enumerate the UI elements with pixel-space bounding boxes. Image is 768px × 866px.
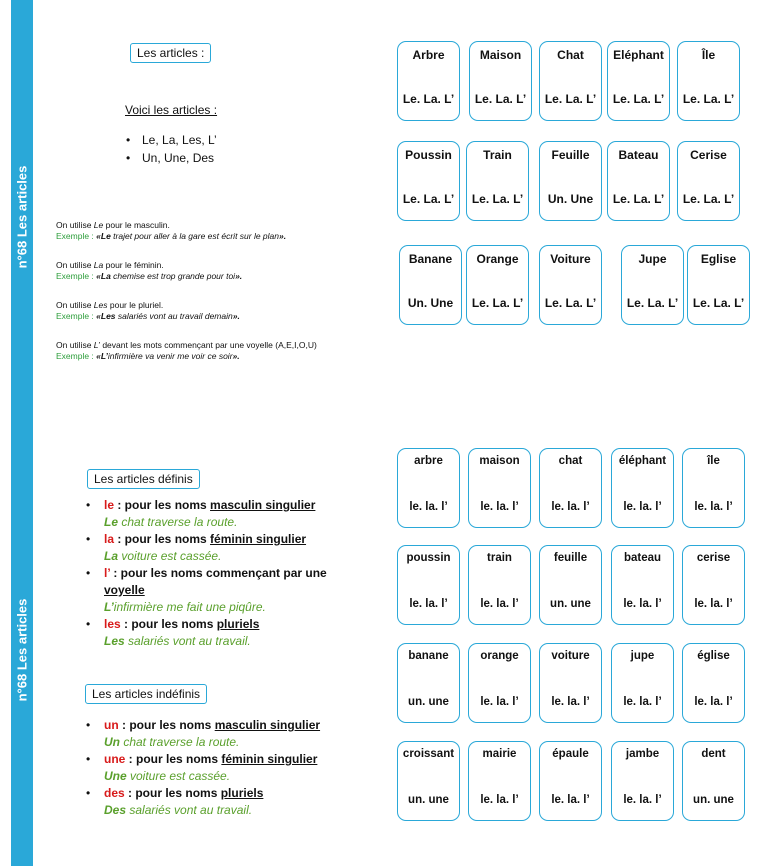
word-card: banane un. une [397, 643, 460, 723]
word-card: arbre le. la. l’ [397, 448, 460, 528]
rule: On utilise Le pour le masculin. Exemple : «Le trajet pour aller à la gare est écrit sur le plan». [56, 220, 287, 241]
word-card: voiture le. la. l’ [539, 643, 602, 723]
word-card: cerise le. la. l’ [682, 545, 745, 625]
word-card: Jupe Le. La. L’ [621, 245, 684, 325]
word-card: église le. la. l’ [682, 643, 745, 723]
word-card: feuille un. une [539, 545, 602, 625]
rules-block [56, 220, 317, 380]
rule: On utilise La pour le féminin. Exemple : «La chemise est trop grande pour toi». [56, 260, 243, 281]
sidebar-label-top: n°68 Les articles [14, 165, 30, 268]
word-card: Eglise Le. La. L’ [687, 245, 750, 325]
word-card: Orange Le. La. L’ [466, 245, 529, 325]
word-card: Poussin Le. La. L’ [397, 141, 460, 221]
definis-title: Les articles définis [87, 469, 200, 489]
word-card: orange le. la. l’ [468, 643, 531, 723]
word-card: train le. la. l’ [468, 545, 531, 625]
word-card: jupe le. la. l’ [611, 643, 674, 723]
list-item: • Le, La, Les, L’ [126, 131, 217, 149]
sidebar-bottom [11, 433, 33, 866]
rule: On utilise L’ devant les mots commençant par une voyelle (A,E,I,O,U) Exemple : «L’infirmière va venir me voir ce soir». [56, 340, 317, 361]
word-card: maison le. la. l’ [468, 448, 531, 528]
word-card: Eléphant Le. La. L’ [607, 41, 670, 121]
section-title: Les articles : [130, 43, 211, 63]
word-card: Arbre Le. La. L’ [397, 41, 460, 121]
word-card: île le. la. l’ [682, 448, 745, 528]
sidebar-label-bottom: n°68 Les articles [14, 598, 30, 701]
word-card: croissant un. une [397, 741, 460, 821]
indefinis-title: Les articles indéfinis [85, 684, 207, 704]
word-card: Chat Le. La. L’ [539, 41, 602, 121]
word-card: dent un. une [682, 741, 745, 821]
word-card: Train Le. La. L’ [466, 141, 529, 221]
article-list [126, 131, 217, 167]
word-card: chat le. la. l’ [539, 448, 602, 528]
word-card: mairie le. la. l’ [468, 741, 531, 821]
word-card: poussin le. la. l’ [397, 545, 460, 625]
word-card: bateau le. la. l’ [611, 545, 674, 625]
subtitle: Voici les articles : [125, 103, 218, 117]
list-item: • Un, Une, Des [126, 149, 217, 167]
word-card: Voiture Le. La. L’ [539, 245, 602, 325]
word-card: épaule le. la. l’ [539, 741, 602, 821]
word-card: Feuille Un. Une [539, 141, 602, 221]
rule: On utilise Les pour le pluriel. Exemple : «Les salariés vont au travail demain». [56, 300, 240, 321]
word-card: Bateau Le. La. L’ [607, 141, 670, 221]
sidebar-top [11, 0, 33, 433]
word-card: Maison Le. La. L’ [469, 41, 532, 121]
word-card: Banane Un. Une [399, 245, 462, 325]
word-card: éléphant le. la. l’ [611, 448, 674, 528]
word-card: Île Le. La. L’ [677, 41, 740, 121]
indefinis-list: • un : pour les noms masculin singulier Un chat traverse la route. • une : pour les noms féminin singulier Une voiture est cassée. • des : pour les noms pluriels Des salariés vont au travail. [86, 718, 321, 817]
word-card: jambe le. la. l’ [611, 741, 674, 821]
definis-list: • le : pour les noms masculin singulier Le chat traverse la route. • la : pour les noms féminin singulier La voiture est cassée. • l’ : pour les noms commençant par une voyelle L’infirmière me fait une piqûre. • les : pour les noms pluriels Les salariés vont au travail. [86, 498, 327, 648]
word-card: Cerise Le. La. L’ [677, 141, 740, 221]
